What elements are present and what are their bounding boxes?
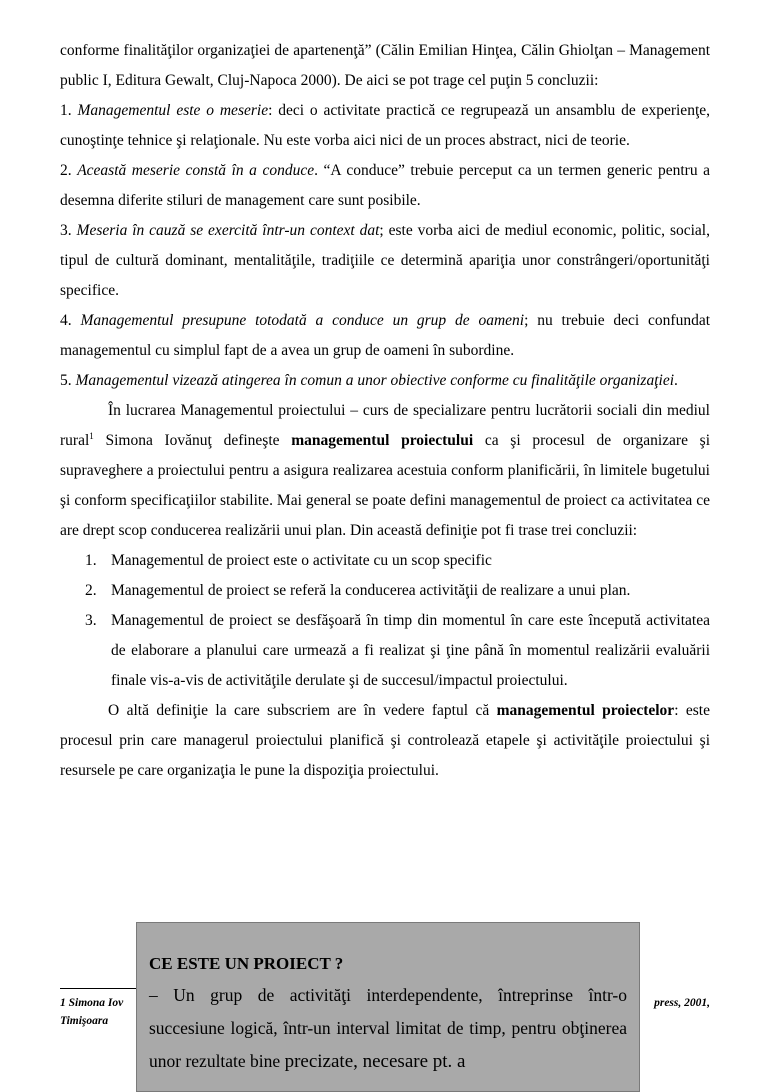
footnote-line-2: Timişoara bbox=[60, 1015, 109, 1027]
callout-title: CE ESTE UN PROIECT ? bbox=[149, 954, 344, 973]
conclusion-1: 1. Managementul este o meserie: deci o activitate practică ce regrupează un ansamblu de experienţe, cunoştinţe tehnice şi relaţionale. Nu este vorba aici nici de un proces abstract, nici de teorie. bbox=[60, 102, 711, 149]
footnote-line-1: 1 Simona Iov bbox=[60, 997, 124, 1009]
projects-management-definition: O altă definiţie la care subscriem are în vedere faptul că managementul proiectelor: este procesul prin care managerul proiectului planifică şi controlează etapele şi activităţile proiectului şi resursele pe care organizaţia le pune la dispoziţia proiectului. bbox=[60, 702, 710, 779]
conclusion-5: 5. Managementul vizează atingerea în comun a unor obiective conforme cu finalităţile organizaţiei. bbox=[60, 372, 678, 389]
project-management-definition: În lucrarea Managementul proiectului – curs de specializare pentru lucrătorii sociali din mediul rural$^1$ Simona Iovănuţ defineşte managementul proiectului ca şi procesul de organizare şi supraveghere a proiectului pentru a asigura realizarea acestuia conform planificării, în limitele bugetului şi conform specificaţiilor stabilite. Mai general se poate defini managementul de proiect ca activitatea ce are drept scop conducerea realizării unui plan. Din această definiţie pot fi trase trei concluzii: bbox=[60, 402, 711, 539]
list-item: 1. Managementul de proiect este o activitate cu un scop specific bbox=[85, 552, 492, 569]
list-item: 3. Managementul de proiect se desfăşoară în timp din momentul în care este începută activitatea de elaborare a planului care urmează a fi realizat şi ţine până în momentul realizării evaluării finale vis-a-vis de activităţile derulate şi de succesul/impactul proiectului. bbox=[85, 612, 710, 689]
conclusion-3: 3. Meseria în cauză se exercită într-un context dat; este vorba aici de mediul economic, politic, social, tipul de cultură dominant, mentalităţile, tradiţiile ce determină apariţia unor constrângeri/oportunităţi specifice. bbox=[60, 222, 710, 299]
conclusions-list bbox=[60, 546, 710, 696]
footnote-ref[interactable]: 1 bbox=[89, 430, 94, 441]
footnote-publisher: press, 2001, bbox=[654, 997, 710, 1009]
intro-paragraph: conforme finalităţilor organizaţiei de apartenenţă” (Călin Emilian Hinţea, Călin Ghiolţan – Management public I, Editura Gewalt, Cluj-Napoca 2000). De aici se pot trage cel puţin 5 concluzii: bbox=[60, 42, 710, 89]
callout-body: – Un grup de activităţi interdependente, întreprinse într-o succesiune logică, într-un interval limitat de timp, pentru obţinerea unor rezultate bine precizate, necesare pt. a bbox=[149, 985, 627, 1072]
document-page bbox=[60, 36, 710, 786]
project-definition-callout bbox=[136, 922, 640, 1092]
conclusion-2: 2. Această meserie constă în a conduce. “A conduce” trebuie perceput ca un termen generic pentru a desemna diferite stiluri de management care sunt posibile. bbox=[60, 162, 711, 209]
list-item: 2. Managementul de proiect se referă la conducerea activităţii de realizare a unui plan. bbox=[85, 582, 631, 599]
conclusion-4: 4. Managementul presupune totodată a conduce un grup de oameni; nu trebuie deci confundat managementul cu simplul fapt de a avea un grup de oameni în subordine. bbox=[60, 312, 711, 359]
